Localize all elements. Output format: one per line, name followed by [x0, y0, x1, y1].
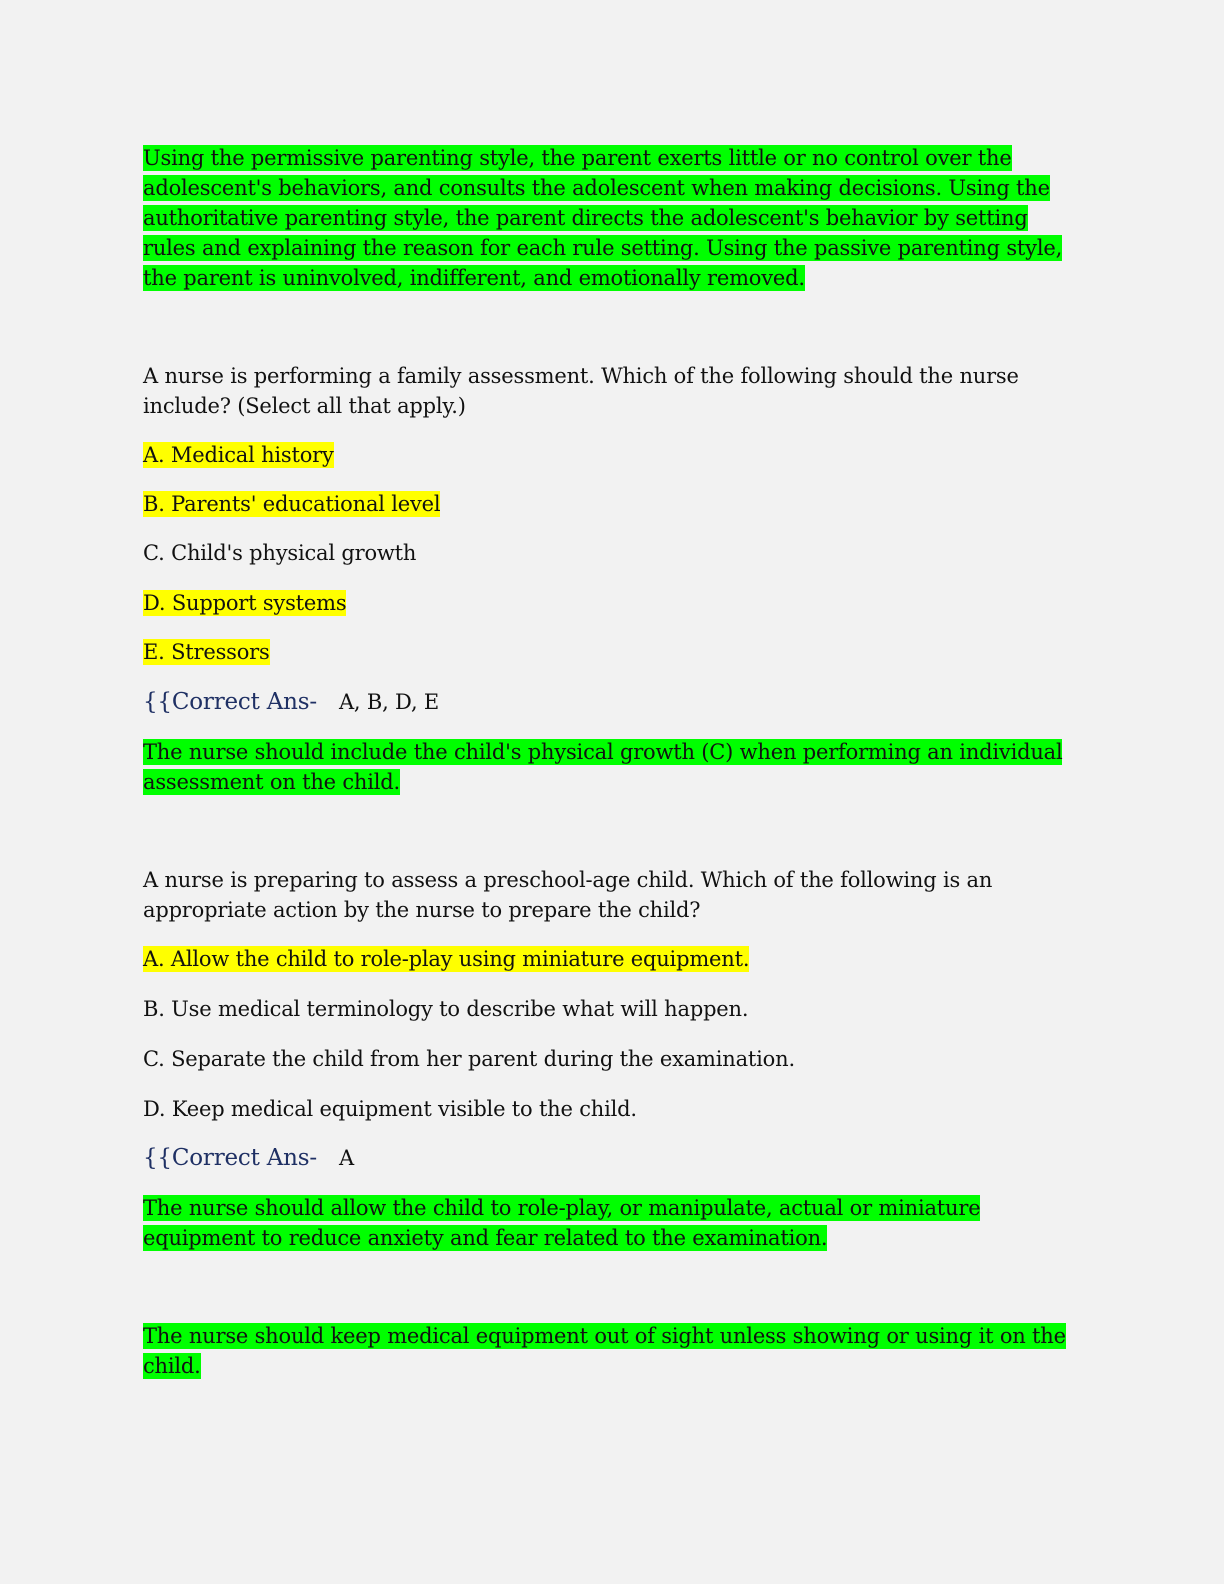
question-1-text: A nurse is performing a family assessment. Which of the following should the nurse include? (Select all that apply.): [143, 364, 1019, 418]
document-page: [143, 143, 1083, 1381]
q2-correct-answer: [143, 1143, 1083, 1173]
q1-option-a: A. Medical history: [143, 443, 334, 467]
q2-option-a: A. Allow the child to role-play using miniature equipment.: [143, 947, 750, 971]
q2-rationale-1: The nurse should allow the child to role-play, or manipulate, actual or miniature equipment to reduce anxiety and fear related to the examination.: [143, 1196, 981, 1250]
q1-option-c: C. Child's physical growth: [143, 541, 417, 565]
parenting-style-explanation: Using the permissive parenting style, the parent exerts little or no control over the adolescent's behaviors, and consults the adolescent when making decisions. Using the authoritative parenting style, the parent directs the adolescent's behavior by setting rules and explaining the reason for each rule setting. Using the passive parenting style, the parent is uninvolved, indifferent, and emotionally removed.: [143, 146, 1063, 290]
q2-option-c: C. Separate the child from her parent during the examination.: [143, 1047, 795, 1071]
correct-answer-label: {{Correct Ans-: [143, 1145, 317, 1171]
q1-rationale: The nurse should include the child's physical growth (C) when performing an individual assessment on the child.: [143, 740, 1063, 794]
q1-option-d: D. Support systems: [143, 591, 347, 615]
correct-answer-value: A: [338, 1146, 354, 1170]
q2-rationale-2: The nurse should keep medical equipment out of sight unless showing or using it on the child.: [143, 1324, 1066, 1378]
correct-answer-label: {{Correct Ans-: [143, 689, 317, 715]
q1-option-e: E. Stressors: [143, 640, 270, 664]
q2-option-d: D. Keep medical equipment visible to the child.: [143, 1097, 637, 1121]
correct-answer-value: A, B, D, E: [338, 690, 440, 714]
q1-correct-answer: [143, 687, 1083, 717]
question-2-text: A nurse is preparing to assess a preschool-age child. Which of the following is an appropriate action by the nurse to prepare the child?: [143, 868, 993, 922]
q1-option-b: B. Parents' educational level: [143, 492, 441, 516]
q2-option-b: B. Use medical terminology to describe what will happen.: [143, 997, 749, 1021]
